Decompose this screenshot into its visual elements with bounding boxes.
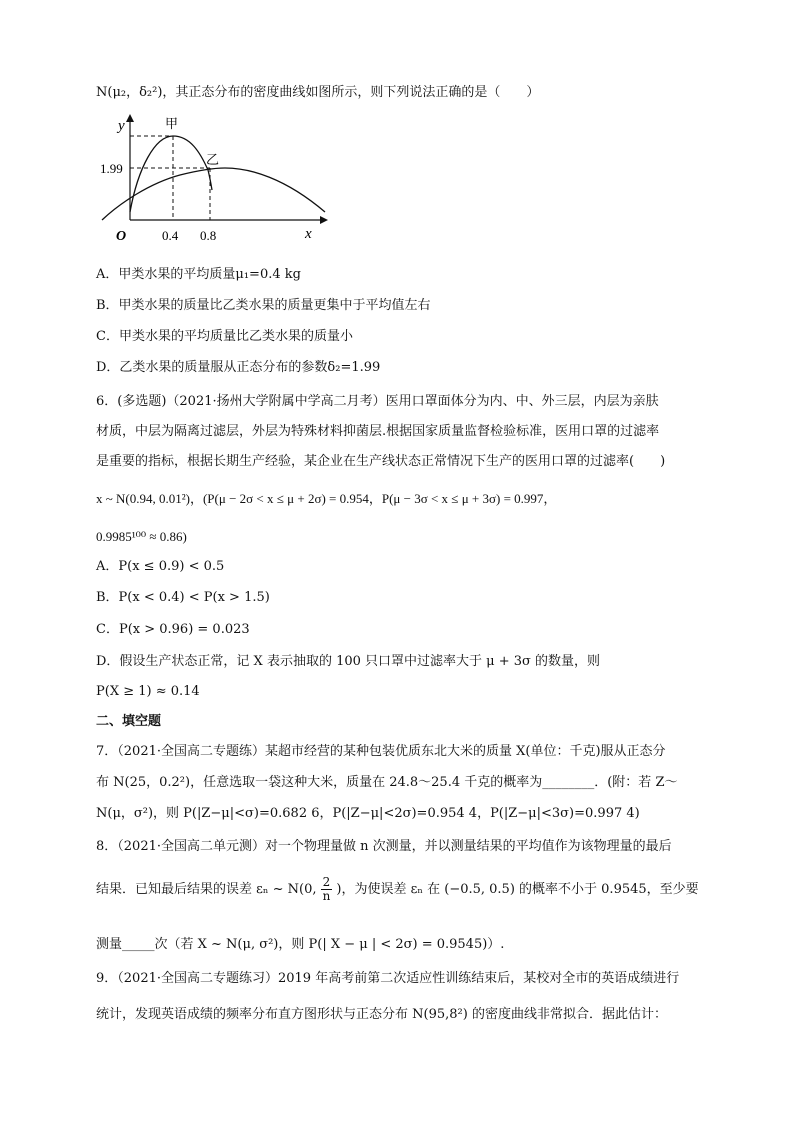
q5-option-d: D．乙类水果的质量服从正态分布的参数δ₂=1.99 [96, 360, 381, 375]
q8-fraction-numerator: 2 [322, 875, 331, 889]
q8-fraction [321, 876, 333, 903]
q5-option-b: B．甲类水果的质量比乙类水果的质量更集中于平均值左右 [96, 298, 431, 313]
q6-option-d-line1: D．假设生产状态正常，记 X 表示抽取的 100 只口罩中过滤率大于 μ + 3σ 的数量，则 [96, 654, 601, 669]
curve-jia [130, 136, 212, 212]
q6-line4: x ~ N(0.94, 0.01²)，(P(μ − 2σ < x ≤ μ + 2σ) = 0.954，P(μ − 3σ < x ≤ μ + 3σ) = 0.997， [96, 491, 557, 506]
q9-line1: 9．（2021·全国高二专题练习）2019 年高考前第二次适应性训练结束后，某校对全市的英语成绩进行 [96, 971, 680, 986]
y-tick-199: 1.99 [100, 161, 123, 176]
x-tick-04: 0.4 [162, 228, 179, 243]
curve-jia-label: 甲 [165, 117, 179, 132]
normal-density-graph [100, 108, 340, 248]
q6-option-c: C．P(x > 0.96) = 0.023 [96, 622, 250, 637]
q6-option-b: B．P(x < 0.4) < P(x > 1.5) [96, 590, 270, 605]
q8-line2-part-a: 结果．已知最后结果的误差 εₙ ~ N(0, [96, 882, 317, 897]
x-tick-08: 0.8 [200, 228, 217, 243]
q6-line3: 是重要的指标，根据长期生产经验，某企业在生产线状态正常情况下生产的医用口罩的过滤率( ) [96, 454, 666, 469]
q6-line1: 6．(多选题)（2021·扬州大学附属中学高二月考）医用口罩面体分为内、中、外三层，内层为亲肤 [96, 394, 659, 409]
q8-line3: 测量_____次（若 X ~ N(μ, σ²)，则 P(| X − μ | < 2σ) = 0.9545)）. [96, 937, 505, 952]
q7-line3: N(μ，σ²)，则 P(|Z−μ|<σ)=0.682 6，P(|Z−μ|<2σ)=0.954 4，P(|Z−μ|<3σ)=0.997 4) [96, 806, 640, 821]
q8-line1: 8．（2021·全国高二单元测）对一个物理量做 n 次测量，并以测量结果的平均值作为该物理量的最后 [96, 839, 672, 854]
q5-option-c: C．甲类水果的平均质量比乙类水果的质量小 [96, 329, 353, 344]
q7-line1: 7．（2021·全国高二专题练）某超市经营的某种包装优质东北大米的质量 X(单位：千克)服从正态分 [96, 744, 666, 759]
q5-intro: N(μ₂，δ₂²)，其正态分布的密度曲线如图所示，则下列说法正确的是（ ） [96, 85, 540, 100]
y-axis-label: y [118, 118, 125, 134]
x-axis-label: x [305, 226, 312, 242]
q5-option-a: A．甲类水果的平均质量μ₁=0.4 kg [96, 267, 301, 282]
q9-line2: 统计，发现英语成绩的频率分布直方图形状与正态分布 N(95,8²) 的密度曲线非常拟合．据此估计： [96, 1007, 667, 1022]
q8-fraction-denominator: n [322, 889, 331, 903]
q6-line5: 0.9985¹⁰⁰ ≈ 0.86) [96, 529, 187, 544]
q8-line2 [96, 876, 699, 903]
q6-option-d-line2: P(X ≥ 1) ≈ 0.14 [96, 684, 200, 699]
q6-option-a: A．P(x ≤ 0.9) < 0.5 [96, 559, 225, 574]
curve-yi [102, 168, 325, 220]
q8-line2-part-b: )，为使误差 εₙ 在 (−0.5, 0.5) 的概率不小于 0.9545，至少要 [336, 882, 699, 897]
curve-yi-label: 乙 [206, 153, 220, 168]
y-axis-arrow [126, 114, 134, 122]
x-axis-arrow [320, 216, 328, 224]
section-title-fill-blank: 二、填空题 [96, 714, 162, 729]
origin-label: O [116, 229, 127, 244]
q7-line2: 布 N(25，0.2²)，任意选取一袋这种大米，质量在 24.8～25.4 千克的概率为________．(附：若 Z～ [96, 775, 678, 790]
q6-line2: 材质，中层为隔离过滤层，外层为特殊材料抑菌层.根据国家质量监督检验标准，医用口罩的过滤率 [96, 424, 660, 439]
